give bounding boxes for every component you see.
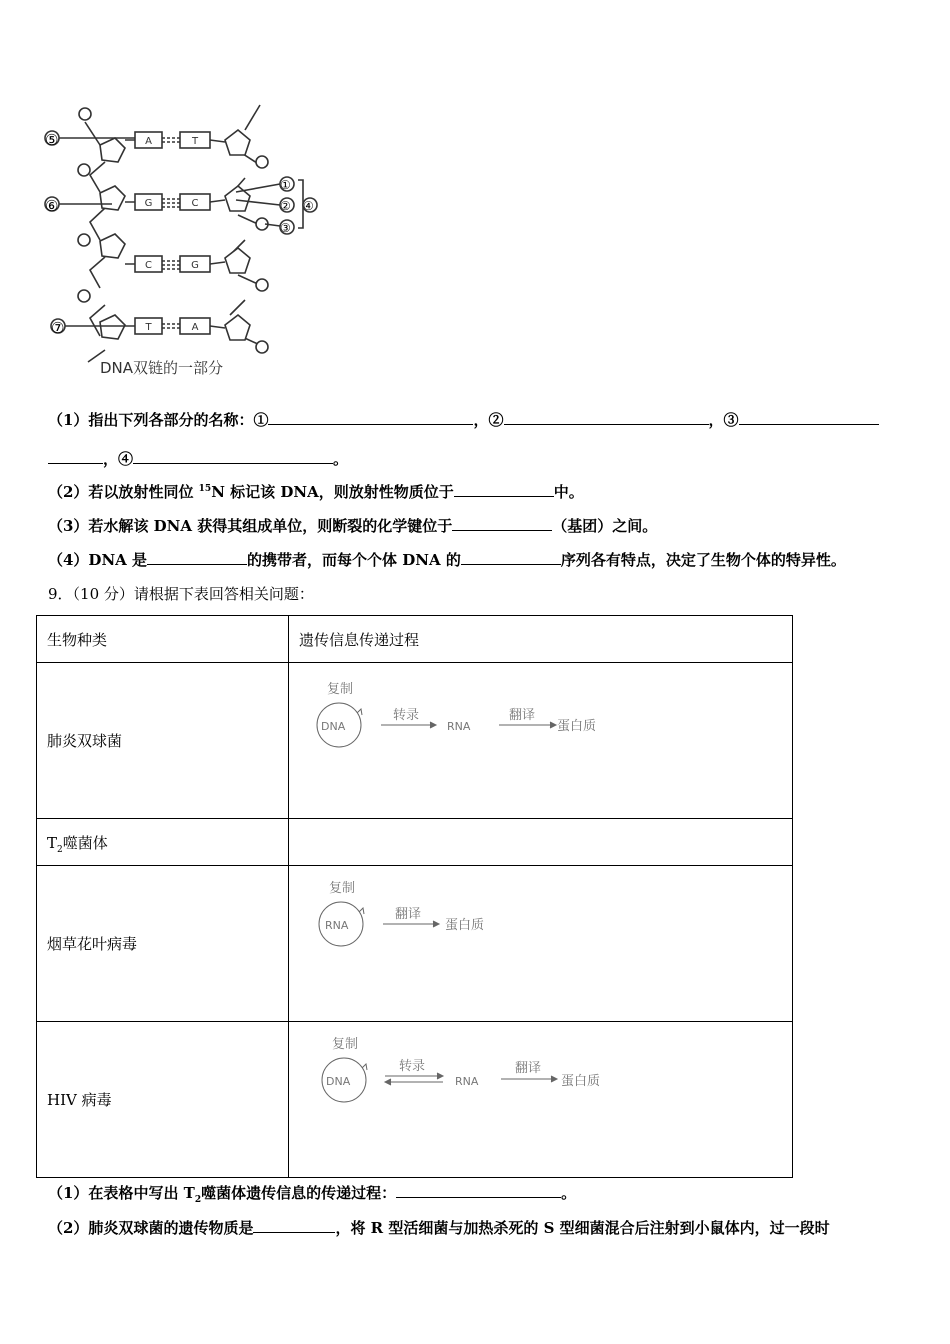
q8-part2: （2）若以放射性同位 $^{15}$N 标记该 DNA，则放射性物质位于 中。 [48, 483, 584, 501]
replicate-label: 复制 [327, 681, 354, 697]
answer-blank-8[interactable] [461, 550, 561, 565]
marker-1: ① [280, 178, 291, 192]
q9-part2: （2）肺炎双球菌的遗传物质是 ，将 R 型活细菌与加热杀死的 S 型细菌混合后注射到小鼠体内，过一段时 [48, 1219, 830, 1237]
dna-double-strand-figure [40, 100, 340, 385]
table-row [37, 1022, 793, 1178]
answer-blank-2[interactable] [504, 410, 709, 425]
translate-label: 翻译 [395, 906, 422, 922]
info-transfer-table [36, 615, 793, 1178]
answer-blank-10[interactable] [253, 1218, 335, 1233]
table-row [37, 866, 793, 1022]
translate-label: 翻译 [509, 707, 536, 723]
table-header-row [37, 616, 793, 663]
process-cell-empty[interactable] [289, 819, 793, 866]
transcribe-label: 转录 [393, 707, 420, 723]
organism-cell: $T_2$噬菌体 [37, 819, 289, 866]
answer-blank-9[interactable] [396, 1183, 561, 1198]
q8-part3: （3）若水解该 DNA 获得其组成单位，则断裂的化学键位于 （基团）之间。 [48, 517, 658, 535]
answer-blank-3[interactable] [739, 410, 879, 425]
answer-blank-3-cont[interactable] [48, 449, 103, 464]
rna-label: RNA [447, 719, 471, 733]
table-row [37, 819, 793, 866]
table-header-cell: 遗传信息传递过程 [289, 616, 793, 663]
q9-part1: （1）在表格中写出 $T_2$噬菌体遗传信息的传递过程： 。 [48, 1184, 577, 1205]
base-label: G [144, 198, 153, 209]
dna-label: DNA [326, 1074, 351, 1088]
base-label: C [191, 198, 199, 209]
hiv-process-diagram [299, 1024, 619, 1164]
base-label: T [145, 322, 152, 333]
protein-label: 蛋白质 [557, 718, 597, 734]
translate-label: 翻译 [515, 1060, 542, 1076]
organism-cell: HIV 病毒 [37, 1022, 289, 1178]
process-cell [289, 866, 793, 1022]
marker-3: ③ [280, 221, 291, 235]
transcribe-label: 转录 [399, 1058, 426, 1074]
process-cell [289, 1022, 793, 1178]
process-cell [289, 663, 793, 819]
answer-blank-4[interactable] [133, 449, 333, 464]
answer-blank-7[interactable] [147, 550, 247, 565]
protein-label: 蛋白质 [445, 917, 485, 933]
answer-blank-6[interactable] [452, 516, 552, 531]
marker-4: ④ [303, 199, 314, 213]
base-label: T [191, 136, 199, 147]
protein-label: 蛋白质 [561, 1073, 601, 1089]
base-label: G [191, 260, 199, 271]
table-row [37, 663, 793, 819]
base-label: A [145, 136, 152, 147]
dna-label: DNA [321, 719, 346, 733]
organism-cell: 肺炎双球菌 [37, 663, 289, 819]
marker-7: ⑦ [51, 319, 65, 337]
rna-label: RNA [325, 918, 349, 932]
replicate-label: 复制 [329, 880, 356, 896]
organism-cell: 烟草花叶病毒 [37, 866, 289, 1022]
rna-label: RNA [455, 1074, 479, 1088]
q8-part1-line2: ，④ 。 [48, 449, 348, 469]
base-label: C [145, 260, 152, 271]
replicate-label: 复制 [332, 1036, 359, 1052]
answer-blank-5[interactable] [454, 482, 554, 497]
figure-caption: DNA双链的一部分 [100, 359, 224, 377]
table-header-cell: 生物种类 [37, 616, 289, 663]
marker-2: ② [280, 199, 291, 213]
pneumococcus-process-diagram [299, 665, 619, 805]
q8-part1-line1: （1）指出下列各部分的名称：① ，② ，③ [48, 410, 879, 430]
q8-part4: （4）DNA 是 的携带者，而每个个体 DNA 的 序列各有特点，决定了生物个体的特异性。 [48, 551, 846, 569]
marker-5: ⑤ [45, 131, 59, 149]
q9-header: 9．（10 分）请根据下表回答相关问题： [48, 585, 314, 603]
tmv-process-diagram [299, 868, 619, 1008]
answer-blank-1[interactable] [268, 410, 473, 425]
base-label: A [191, 322, 199, 333]
marker-6: ⑥ [45, 197, 59, 215]
